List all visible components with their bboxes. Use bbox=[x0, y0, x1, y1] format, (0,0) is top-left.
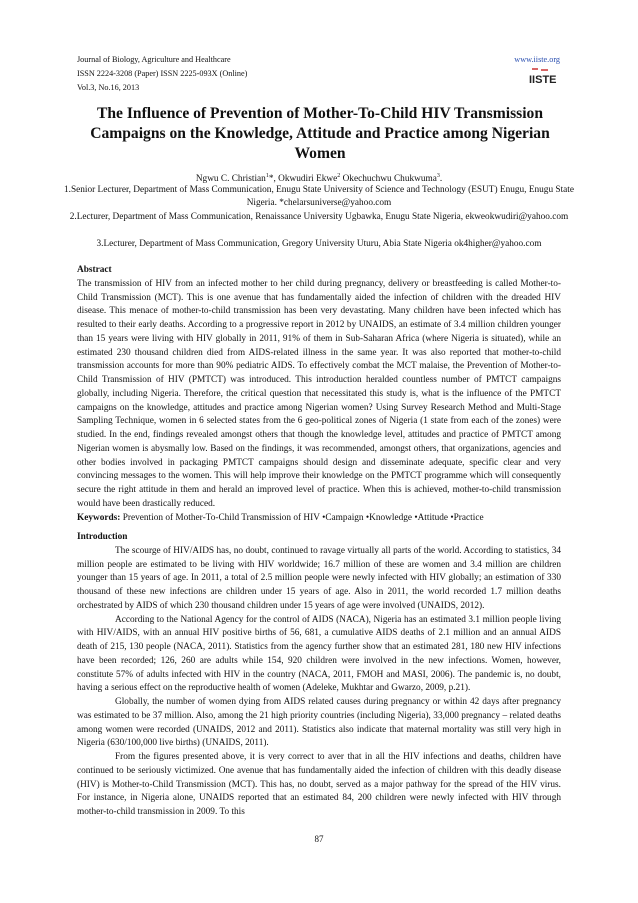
abstract-section bbox=[77, 264, 561, 525]
journal-volume: Vol.3, No.16, 2013 bbox=[77, 83, 140, 92]
keywords-text: Prevention of Mother-To-Child Transmission of HIV •Campaign •Knowledge •Attitude •Practice bbox=[120, 512, 484, 523]
intro-paragraph-4: From the figures presented above, it is very correct to aver that in all the HIV infections and deaths, children have continued to be seriously victimized. One avenue that has fundamentally aided the infection of children with this deadly disease (HIV) is Mother-to-Child Transmission (MCT). This has, no doubt, served as a major pathway for the spread of the HIV virus. For instance, in Nigeria alone, UNAIDS reported that an estimated 84, 200 children were newly infected with HIV through mother-to-child transmission in 2009. To this bbox=[77, 752, 561, 817]
journal-name: Journal of Biology, Agriculture and Healthcare bbox=[77, 55, 231, 64]
introduction-heading: Introduction bbox=[77, 532, 128, 542]
author-line: Ngwu C. Christian$^1$*, Okwudiri Ekwe$^2$ Okechuchwu Chukwuma$^3$. bbox=[195, 173, 443, 185]
page-number: 87 bbox=[314, 834, 324, 844]
journal-issn: ISSN 2224-3208 (Paper) ISSN 2225-093X (Online) bbox=[77, 69, 248, 78]
keywords bbox=[77, 512, 561, 526]
svg-text:IISTE: IISTE bbox=[529, 74, 557, 86]
affiliation-1: 1.Senior Lecturer, Department of Mass Communication, Enugu State University of Science and Technology (ESUT) Enugu, Enugu State Nigeria. *chelarsuniverse@yahoo.com bbox=[63, 185, 575, 209]
intro-paragraph-2: According to the National Agency for the control of AIDS (NACA), Nigeria has an estimated 3.1 million people living with HIV/AIDS, with an annual HIV positive births of 56, 681, a cumulative AIDS deaths of 2.1 million and an annual AIDS death of 215, 130 people (NACA, 2011). Statistics from the agency further show that an estimated 281, 180 new HIV infections have been recorded; 126, 260 are adults while 154, 920 children were involved in the new infections. Women, however, constitute 57% of adults infected with HIV in the country (NACA, 2011, FMOH and MASI, 2006). The pandemic is, no doubt, having a serious effect on the reproductive health of women (Adeleke, Mukhtar and Gwarzo, 2009, p.21). bbox=[77, 614, 561, 694]
journal-url[interactable]: www.iiste.org bbox=[514, 55, 560, 64]
iiste-logo bbox=[528, 66, 564, 90]
intro-paragraph-3: Globally, the number of women dying from AIDS related causes during pregnancy or within 42 days after pregnancy was estimated to be 37 million. Also, among the 21 high priority countries (including Nigeria), 33,000 pregnancy – related deaths among women were recorded (UNAIDS, 2012 and 2011). Statistics also indicate that maternal mortality was still very high in Nigeria (630/100,000 live births) (UNAIDS, 2011). bbox=[77, 697, 561, 749]
intro-paragraph-1: The scourge of HIV/AIDS has, no doubt, continued to ravage virtually all parts of the world. According to statistics, 34 million people are estimated to be living with HIV worldwide; 16.7 million of these are women and 3.4 million are children younger than 15 years of age. In 2011, a total of 2.5 million people were newly infected with HIV globally; an estimation of 330 thousand of these new infections are children under 15 years of age. Also in 2011, the world recorded 1.7 million deaths orchestrated by AIDS of which 230 thousand children under 15 years of age were involved (UNAIDS, 2012). bbox=[77, 545, 561, 611]
abstract-text: The transmission of HIV from an infected mother to her child during pregnancy, delivery or breastfeeding is called Mother-to-Child Transmission (MCT). This is one avenue that has fundamentally aided the infection of children with the dreaded HIV disease. This menace of mother-to-child transmission has been very devastating. Many children have been infected which has resulted to their early deaths. According to a progressive report in 2012 by UNAIDS, an estimate of 3.4 million children younger than 15 years were living with HIV globally in 2011, 91% of them in Sub-Saharan Africa (where Nigeria is situated), while an estimated 230 thousand children died from AIDS-related illness in the same year. It was also reported that mother-to-child transmission accounts for more than 90% pediatric AIDS. To effectively combat the MCT malaise, the Prevention of Mother-to-Child Transmission of HIV (PMTCT) was introduced. This introduction heralded countless number of PMTCT campaigns globally, including Nigeria. Therefore, the critical question that necessitated this study is, what is the influence of the PMTCT campaigns on the knowledge, attitudes and practice among Nigerian women? Using Survey Research Method and Multi-Stage Sampling Technique, women in 6 selected states from the 6 geo-political zones of Nigeria (1 state from each of the zones) were studied. In the end, findings revealed amongst others that though the knowledge level, attitudes and practice of PMTCT among Nigerian women is abysmally low. Based on the findings, it was recommended, amongst others, that organizations, agencies and other bodies involved in packaging PMTCT campaigns should design and disseminate adequate, specific clear and very convincing messages to the women. This will help improve their knowledge on the PMTCT programme which will consequently secure the right attitude in them and herald an improved level of practice. When this is achieved, mother-to-child transmission would have been drastically reduced. bbox=[77, 278, 561, 509]
author-1: Ngwu C. Christian bbox=[195, 174, 266, 185]
paper-title: The Influence of Prevention of Mother-To-Child HIV Transmission Campaigns on the Knowledge, Attitude and Practice among Nigerian Women bbox=[90, 105, 550, 162]
abstract-heading: Abstract bbox=[77, 265, 112, 275]
affiliation-2: 2.Lecturer, Department of Mass Communication, Renaissance University Ugbawka, Enugu State Nigeria, ekweokwudiri@yahoo.com bbox=[69, 212, 569, 222]
introduction-section bbox=[77, 531, 561, 820]
author-3: Okechuchwu Chukwuma bbox=[340, 174, 437, 185]
keywords-label: Keywords: bbox=[77, 512, 121, 523]
author-2: *, Okwudiri Ekwe bbox=[268, 174, 338, 185]
affiliation-3: 3.Lecturer, Department of Mass Communication, Gregory University Uturu, Abia State Nigeria ok4higher@yahoo.com bbox=[96, 239, 542, 249]
